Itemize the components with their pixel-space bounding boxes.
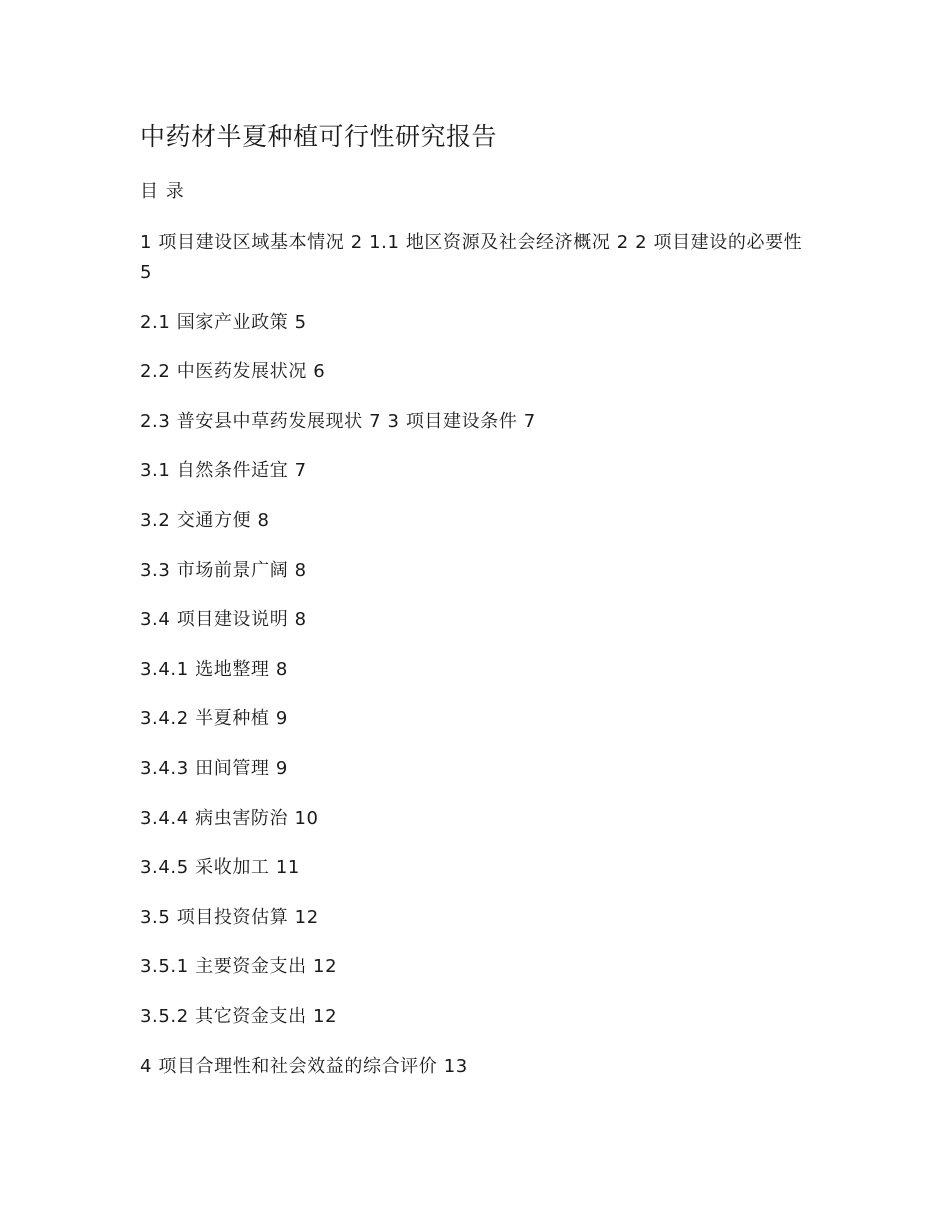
toc-entry: 3.2 交通方便 8 — [140, 509, 270, 531]
toc-entry: 3.4.4 病虫害防治 10 — [140, 807, 319, 829]
toc-entry: 3.4.5 采收加工 11 — [140, 857, 300, 879]
toc-entry: 3.3 市场前景广阔 8 — [140, 559, 307, 581]
toc-entry: 3.5.1 主要资金支出 12 — [140, 956, 338, 978]
toc-heading: 目 录 — [140, 181, 185, 202]
document-title: 中药材半夏种植可行性研究报告 — [140, 122, 498, 151]
toc-entry: 3.5.2 其它资金支出 12 — [140, 1005, 338, 1027]
toc-entry: 2.2 中医药发展状况 6 — [140, 361, 326, 383]
toc-entry: 3.4.2 半夏种植 9 — [140, 708, 288, 730]
toc-entry: 3.4.3 田间管理 9 — [140, 757, 288, 779]
toc-entry: 3.4 项目建设说明 8 — [140, 609, 307, 631]
toc-entry: 3.5 项目投资估算 12 — [140, 906, 319, 928]
toc-entry: 2.1 国家产业政策 5 — [140, 311, 307, 333]
toc-entry: 3.4.1 选地整理 8 — [140, 658, 288, 680]
table-of-contents — [140, 228, 810, 1101]
toc-entry: 2.3 普安县中草药发展现状 7 3 项目建设条件 7 — [140, 410, 536, 432]
toc-entry: 1 项目建设区域基本情况 2 1.1 地区资源及社会经济概况 2 2 项目建设的必要性 5 — [140, 232, 803, 283]
toc-entry: 3.1 自然条件适宜 7 — [140, 460, 307, 482]
toc-entry: 4 项目合理性和社会效益的综合评价 13 — [140, 1055, 468, 1077]
